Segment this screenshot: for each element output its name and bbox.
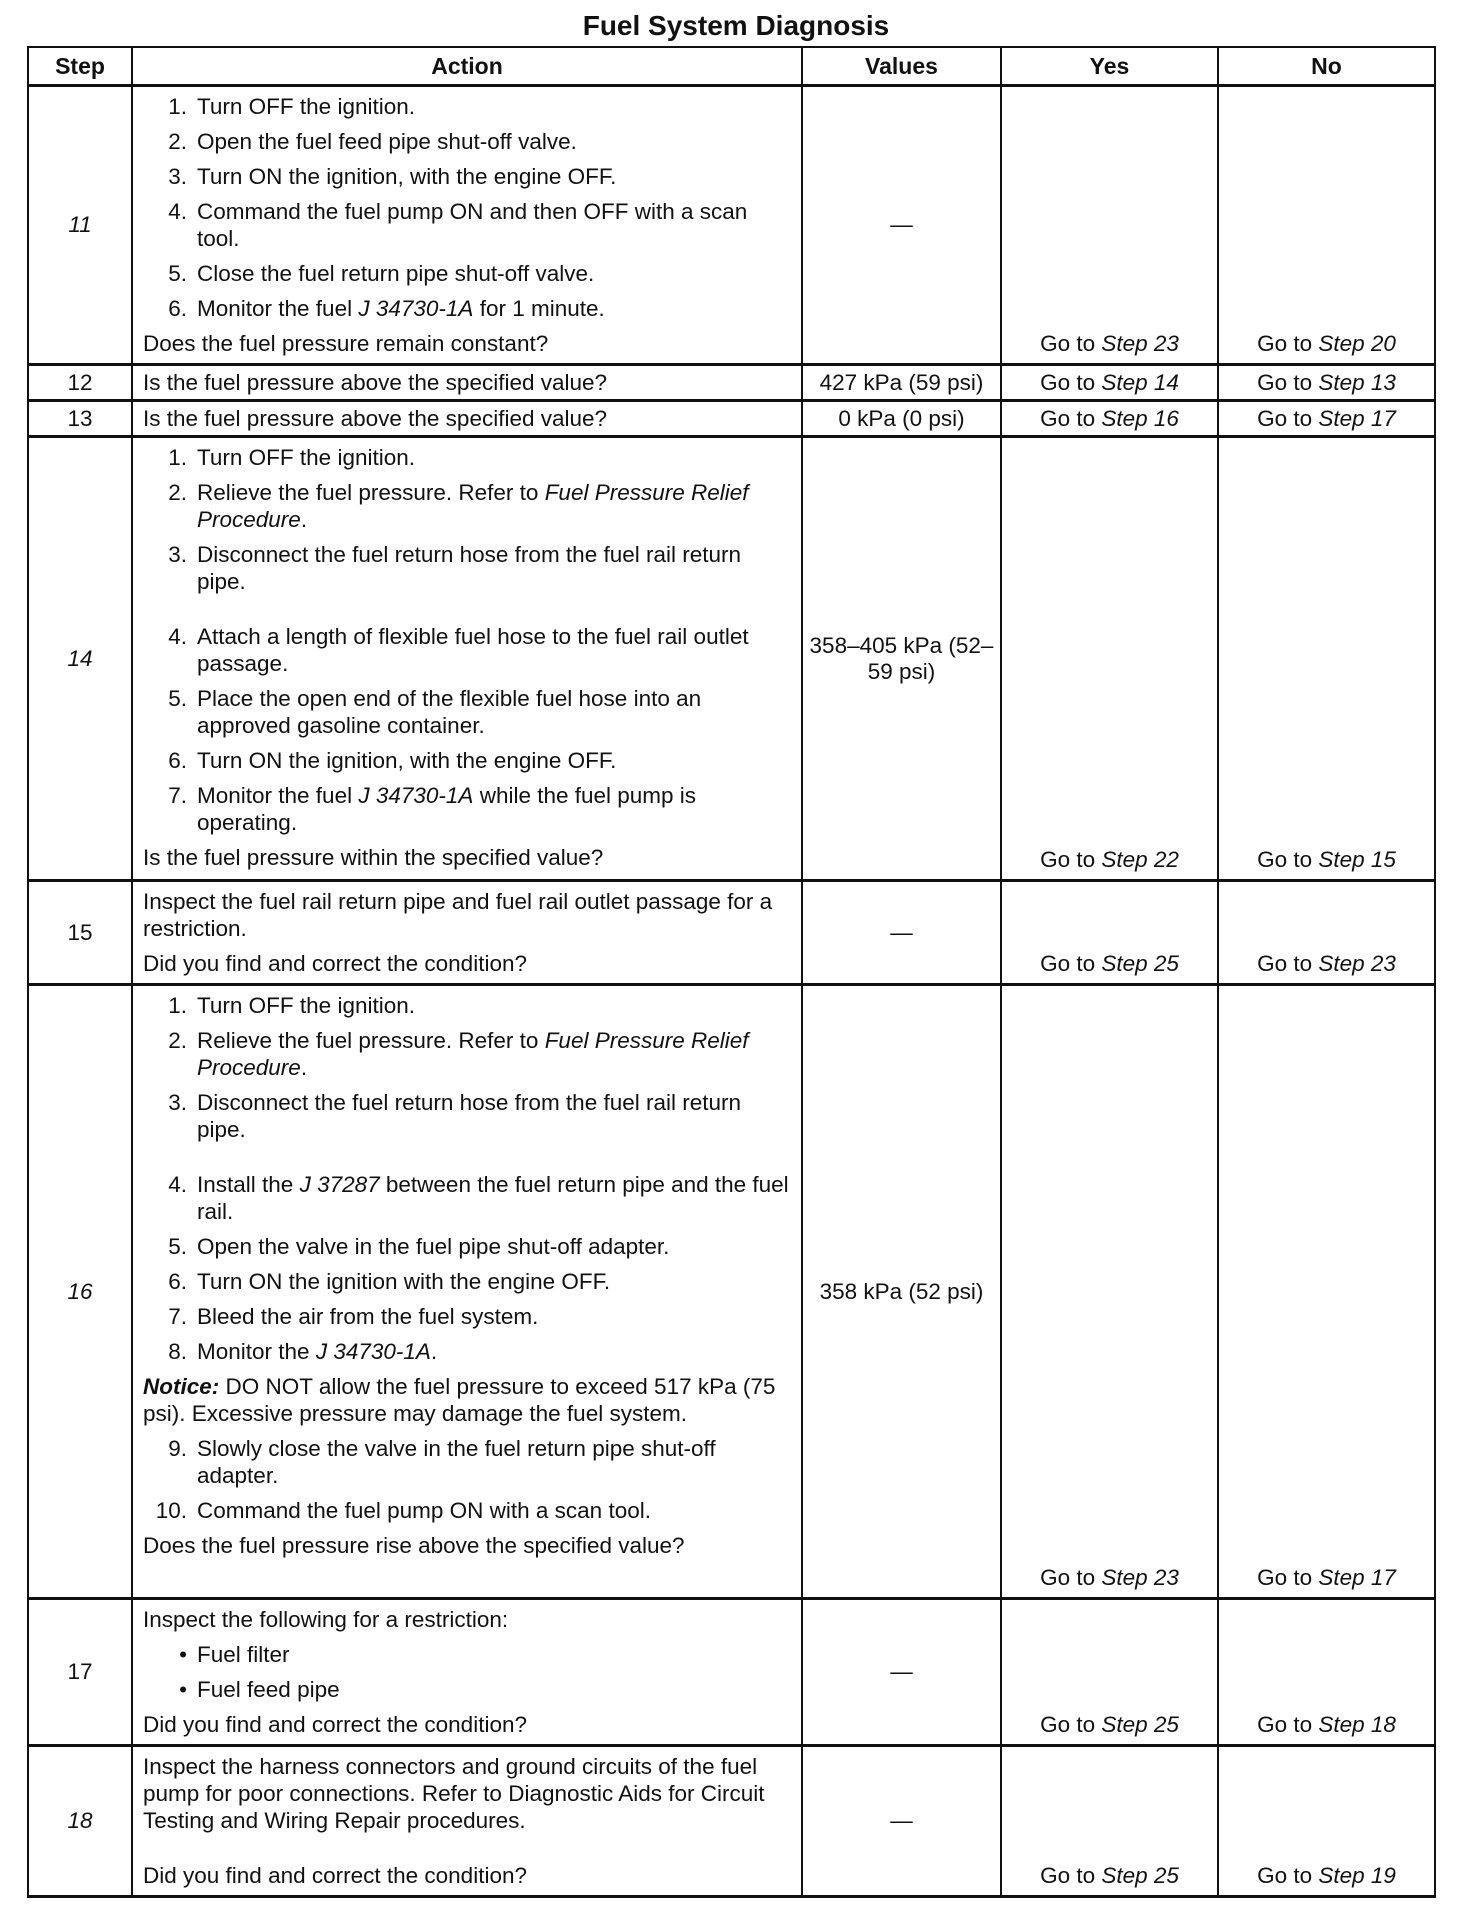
step-item-number: 1.: [168, 993, 187, 1018]
step-item-number: 5.: [168, 261, 187, 286]
action-text: [143, 1373, 793, 1427]
text-segment: J 37287: [299, 1172, 380, 1197]
item-text: [197, 1303, 538, 1330]
bullet-item: [143, 1641, 793, 1668]
text-segment: Place the open end of the flexible fuel hose into an approved gasoline container.: [197, 686, 702, 738]
action-text: [143, 330, 793, 357]
action-text: [143, 1753, 793, 1834]
step-number: 12: [28, 365, 132, 401]
bullet-icon: •: [179, 1642, 187, 1667]
text-segment: Step 16: [1101, 405, 1179, 431]
no-cell: [1218, 365, 1435, 401]
text-segment: Did you find and correct the condition?: [143, 1863, 527, 1888]
text-segment: Step 23: [1318, 951, 1396, 976]
item-text: [197, 93, 415, 120]
text-segment: Bleed the air from the fuel system.: [197, 1304, 539, 1329]
text-segment: Go to: [1257, 331, 1319, 356]
step-item-number: 8.: [168, 1339, 187, 1364]
yes-cell: [1001, 365, 1218, 401]
action-step: [143, 1171, 793, 1225]
item-text: [197, 1171, 793, 1225]
text-segment: .: [430, 1339, 438, 1364]
text-segment: Is the fuel pressure above the specified value?: [143, 370, 608, 395]
action-step: [143, 685, 793, 739]
action-step: [143, 1497, 793, 1524]
text-segment: Turn OFF the ignition.: [197, 94, 416, 119]
text-segment: Inspect the harness connectors and ground circuits of the fuel pump for poor connections. Refer to Diagnostic Aids for Circuit Testing and Wiring Repair procedures.: [143, 1754, 765, 1833]
text-segment: Disconnect the fuel return hose from the fuel rail return pipe.: [197, 542, 742, 594]
text-segment: for 1 minute.: [473, 296, 605, 321]
no-cell: [1218, 401, 1435, 437]
item-text: [197, 623, 793, 677]
step-item-number: 6.: [168, 296, 187, 321]
text-segment: Relieve the fuel pressure. Refer to: [197, 1028, 545, 1053]
action-cell: [132, 1599, 802, 1746]
action-cell: [132, 1746, 802, 1897]
text-segment: Inspect the fuel rail return pipe and fuel rail outlet passage for a restriction.: [143, 889, 773, 941]
action-step: [143, 1435, 793, 1489]
text-segment: Is the fuel pressure above the specified value?: [143, 406, 608, 431]
table-row: [28, 365, 1435, 401]
table-row: [28, 401, 1435, 437]
table-row: [28, 1746, 1435, 1897]
text-segment: Go to: [1257, 405, 1319, 431]
text-segment: Turn ON the ignition, with the engine OFF.: [197, 748, 617, 773]
step-item-number: 3.: [168, 164, 187, 189]
text-segment: Close the fuel return pipe shut-off valve.: [197, 261, 595, 286]
action-step: [143, 992, 793, 1019]
text-segment: Step 20: [1318, 331, 1396, 356]
text-segment: Attach a length of flexible fuel hose to the fuel rail outlet passage.: [197, 624, 749, 676]
step-item-number: 9.: [168, 1436, 187, 1461]
step-item-number: 6.: [168, 748, 187, 773]
step-item-number: 2.: [168, 129, 187, 154]
text-segment: Monitor the fuel: [197, 296, 359, 321]
no-cell: [1218, 1599, 1435, 1746]
text-segment: Step 17: [1318, 405, 1396, 431]
text-segment: J 34730-1A: [315, 1339, 431, 1364]
text-segment: Relieve the fuel pressure. Refer to: [197, 480, 545, 505]
text-segment: Disconnect the fuel return hose from the fuel rail return pipe.: [197, 1090, 742, 1142]
text-segment: .: [300, 507, 308, 532]
yes-cell: [1001, 437, 1218, 881]
action-step: [143, 541, 793, 595]
text-segment: Install the: [197, 1172, 300, 1197]
header-no: No: [1218, 47, 1435, 86]
text-segment: Slowly close the valve in the fuel return pipe shut-off adapter.: [197, 1436, 716, 1488]
step-item-number: 1.: [168, 94, 187, 119]
item-text: [197, 1089, 793, 1143]
step-item-number: 2.: [168, 480, 187, 505]
text-segment: Go to: [1257, 1565, 1319, 1590]
no-cell: [1218, 1746, 1435, 1897]
text-segment: Monitor the fuel: [197, 783, 359, 808]
notice-label: Notice:: [143, 1374, 220, 1399]
action-text: [143, 369, 793, 396]
step-item-number: 2.: [168, 1028, 187, 1053]
action-text: [143, 888, 793, 942]
table-header: [28, 47, 1435, 86]
text-segment: Go to: [1040, 369, 1102, 395]
table-row: [28, 985, 1435, 1599]
value-cell: 427 kPa (59 psi): [802, 365, 1001, 401]
value-cell: 0 kPa (0 psi): [802, 401, 1001, 437]
action-step: [143, 93, 793, 120]
action-step: [143, 1268, 793, 1295]
page-title: Fuel System Diagnosis: [582, 10, 890, 41]
action-step: [143, 623, 793, 677]
item-text: [197, 1497, 651, 1524]
diagnosis-table: [27, 46, 1436, 1898]
item-text: [197, 1233, 669, 1260]
yes-cell: [1001, 1599, 1218, 1746]
step-number: 13: [28, 401, 132, 437]
item-text: [197, 541, 793, 595]
text-segment: Go to: [1257, 369, 1319, 395]
text-segment: Does the fuel pressure rise above the specified value?: [143, 1533, 685, 1558]
text-segment: Turn ON the ignition, with the engine OFF.: [197, 164, 617, 189]
text-segment: Fuel feed pipe: [197, 1677, 340, 1702]
bullet-item: [143, 1676, 793, 1703]
header-step: Step: [28, 47, 132, 86]
table-row: [28, 881, 1435, 985]
step-number: 11: [28, 86, 132, 365]
step-item-number: 7.: [168, 1304, 187, 1329]
step-number: 14: [28, 437, 132, 881]
text-segment: Step 25: [1101, 951, 1179, 976]
action-step: [143, 295, 793, 322]
text-segment: Step 23: [1101, 1565, 1179, 1590]
step-number: 17: [28, 1599, 132, 1746]
step-item-number: 4.: [168, 624, 187, 649]
step-item-number: 3.: [168, 542, 187, 567]
item-text: [197, 1435, 793, 1489]
step-item-number: 7.: [168, 783, 187, 808]
item-text: [197, 163, 616, 190]
text-segment: Turn OFF the ignition.: [197, 993, 416, 1018]
text-segment: Go to: [1257, 1863, 1319, 1888]
action-text: [143, 405, 793, 432]
text-segment: Go to: [1040, 1712, 1102, 1737]
item-text: [197, 198, 793, 252]
table-row: [28, 86, 1435, 365]
item-text: [197, 685, 793, 739]
item-text: [197, 1641, 290, 1668]
action-cell: [132, 401, 802, 437]
action-step: [143, 479, 793, 533]
text-segment: Go to: [1257, 951, 1319, 976]
text-segment: Go to: [1040, 405, 1102, 431]
action-text: [143, 844, 793, 871]
step-item-number: 3.: [168, 1090, 187, 1115]
bullet-icon: •: [179, 1677, 187, 1702]
header-yes: Yes: [1001, 47, 1218, 86]
text-segment: Go to: [1040, 951, 1102, 976]
text-segment: Go to: [1257, 847, 1319, 872]
text-segment: Step 25: [1101, 1863, 1179, 1888]
action-cell: [132, 881, 802, 985]
text-segment: between the fuel return pipe and the fuel rail.: [197, 1172, 789, 1224]
action-step: [143, 782, 793, 836]
text-segment: Fuel Pressure Relief Procedure: [197, 1028, 749, 1080]
table-row: [28, 437, 1435, 881]
value-cell: 358–405 kPa (52–59 psi): [802, 437, 1001, 881]
text-segment: Command the fuel pump ON with a scan tool.: [197, 1498, 651, 1523]
action-text: [143, 950, 793, 977]
action-cell: [132, 437, 802, 881]
item-text: [197, 444, 415, 471]
step-item-number: 1.: [168, 445, 187, 470]
item-text: [197, 1027, 793, 1081]
text-segment: Open the fuel feed pipe shut-off valve.: [197, 129, 577, 154]
item-text: [197, 782, 793, 836]
action-cell: [132, 86, 802, 365]
yes-cell: [1001, 86, 1218, 365]
action-step: [143, 1338, 793, 1365]
text-segment: Step 13: [1318, 369, 1396, 395]
text-segment: J 34730-1A: [358, 296, 474, 321]
item-text: [197, 479, 793, 533]
action-step: [143, 260, 793, 287]
item-text: [197, 260, 594, 287]
text-segment: Step 17: [1318, 1565, 1396, 1590]
step-item-number: 4.: [168, 199, 187, 224]
item-text: [197, 1268, 610, 1295]
item-text: [197, 295, 605, 322]
text-segment: DO NOT allow the fuel pressure to exceed 517 kPa (75 psi). Excessive pressure may damage the fuel system.: [143, 1374, 776, 1426]
text-segment: J 34730-1A: [358, 783, 474, 808]
text-segment: Did you find and correct the condition?: [143, 1712, 527, 1737]
text-segment: Step 15: [1318, 847, 1396, 872]
step-number: 18: [28, 1746, 132, 1897]
value-cell: —: [802, 881, 1001, 985]
step-item-number: 5.: [168, 686, 187, 711]
text-segment: Fuel filter: [197, 1642, 290, 1667]
action-step: [143, 128, 793, 155]
text-segment: while the fuel pump is operating.: [197, 783, 697, 835]
text-segment: Go to: [1257, 1712, 1319, 1737]
item-text: [197, 128, 577, 155]
no-cell: [1218, 881, 1435, 985]
item-text: [197, 747, 616, 774]
step-item-number: 10.: [155, 1498, 187, 1523]
table-row: [28, 1599, 1435, 1746]
yes-cell: [1001, 401, 1218, 437]
text-segment: Step 19: [1318, 1863, 1396, 1888]
header-values: Values: [802, 47, 1001, 86]
action-step: [143, 163, 793, 190]
value-cell: —: [802, 86, 1001, 365]
text-segment: Step 18: [1318, 1712, 1396, 1737]
action-text: [143, 1532, 793, 1559]
text-segment: .: [300, 1055, 308, 1080]
text-segment: Fuel Pressure Relief Procedure: [197, 480, 749, 532]
step-item-number: 5.: [168, 1234, 187, 1259]
item-text: [197, 1676, 340, 1703]
action-text: [143, 1862, 793, 1889]
no-cell: [1218, 985, 1435, 1599]
item-text: [197, 1338, 437, 1365]
action-step: [143, 1233, 793, 1260]
no-cell: [1218, 437, 1435, 881]
action-step: [143, 198, 793, 252]
action-step: [143, 1027, 793, 1081]
yes-cell: [1001, 1746, 1218, 1897]
text-segment: Did you find and correct the condition?: [143, 951, 527, 976]
action-step: [143, 1303, 793, 1330]
action-step: [143, 747, 793, 774]
action-text: [143, 1606, 793, 1633]
text-segment: Is the fuel pressure within the specified value?: [143, 845, 604, 870]
text-segment: Step 22: [1101, 847, 1179, 872]
text-segment: Monitor the: [197, 1339, 316, 1364]
item-text: [197, 992, 415, 1019]
action-text: [143, 1711, 793, 1738]
text-segment: Step 14: [1101, 369, 1179, 395]
text-segment: Step 23: [1101, 331, 1179, 356]
value-cell: —: [802, 1599, 1001, 1746]
text-segment: Turn OFF the ignition.: [197, 445, 416, 470]
action-step: [143, 444, 793, 471]
action-cell: [132, 985, 802, 1599]
text-segment: Inspect the following for a restriction:: [143, 1607, 509, 1632]
value-cell: —: [802, 1746, 1001, 1897]
yes-cell: [1001, 881, 1218, 985]
text-segment: Command the fuel pump ON and then OFF with a scan tool.: [197, 199, 748, 251]
text-segment: Does the fuel pressure remain constant?: [143, 331, 549, 356]
step-item-number: 6.: [168, 1269, 187, 1294]
no-cell: [1218, 86, 1435, 365]
step-number: 16: [28, 985, 132, 1599]
step-number: 15: [28, 881, 132, 985]
text-segment: Go to: [1040, 1565, 1102, 1590]
text-segment: Go to: [1040, 331, 1102, 356]
step-item-number: 4.: [168, 1172, 187, 1197]
value-cell: 358 kPa (52 psi): [802, 985, 1001, 1599]
yes-cell: [1001, 985, 1218, 1599]
text-segment: Step 25: [1101, 1712, 1179, 1737]
action-step: [143, 1089, 793, 1143]
action-cell: [132, 365, 802, 401]
text-segment: Turn ON the ignition with the engine OFF.: [197, 1269, 611, 1294]
text-segment: Open the valve in the fuel pipe shut-off adapter.: [197, 1234, 670, 1259]
header-action: Action: [132, 47, 802, 86]
text-segment: Go to: [1040, 847, 1102, 872]
text-segment: Go to: [1040, 1863, 1102, 1888]
